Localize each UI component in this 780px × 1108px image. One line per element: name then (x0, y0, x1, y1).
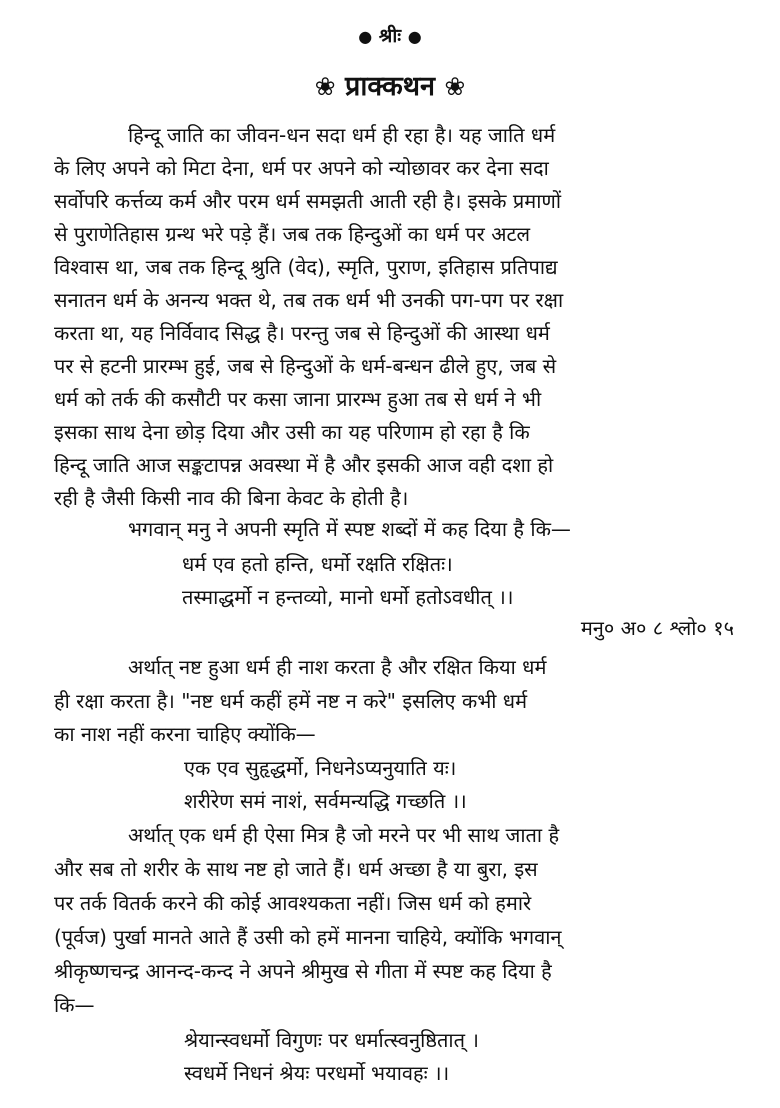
verse-line: धर्म एव हतो हन्ति, धर्मो रक्षति रक्षितः। (182, 552, 453, 576)
verse-line: एक एव सुहृद्धर्मो, निधनेऽप्यनुयाति यः। (184, 756, 457, 780)
para1-line: हिन्दू जाति आज सङ्कटापन्न अवस्था में है और इसकी आज वही दशा हो (54, 453, 554, 477)
bullet-icon: ● (358, 27, 373, 46)
para1-line: विश्वास था, जब तक हिन्दू श्रुति (वेद), स्मृति, पुराण, इतिहास प्रतिपाद्य (54, 255, 558, 279)
para2-line: अर्थात् नष्ट हुआ धर्म ही नाश करता है और रक्षित किया धर्म (128, 655, 547, 679)
page-header (0, 22, 780, 48)
manu-intro: भगवान् मनु ने अपनी स्मृति में स्पष्ट शब्दों में कह दिया है कि— (128, 517, 571, 541)
para1-line: के लिए अपने को मिटा देना, धर्म पर अपने को न्योछावर कर देना सदा (54, 156, 549, 180)
para1-line: करता था, यह निर्विवाद सिद्ध है। परन्तु जब से हिन्दुओं की आस्था धर्म (54, 321, 550, 345)
shri-invocation: श्रीः (378, 25, 402, 47)
para3-line: कि— (54, 993, 95, 1017)
para1-line: पर से हटनी प्रारम्भ हुई, जब से हिन्दुओं के धर्म-बन्धन ढीले हुए, जब से (54, 354, 557, 378)
para1-line: धर्म को तर्क की कसौटी पर कसा जाना प्रारम्भ हुआ तब से धर्म ने भी (54, 387, 542, 411)
verse-line: श्रेयान्स्वधर्मो विगुणः पर धर्मात्स्वनुष्ठितात् । (184, 1028, 479, 1052)
para3-line: अर्थात् एक धर्म ही ऐसा मित्र है जो मरने पर भी साथ जाता है (128, 823, 560, 847)
para1-line: हिन्दू जाति का जीवन-धन सदा धर्म ही रहा है। यह जाति धर्म (128, 123, 556, 147)
para3-line: (पूर्वज) पुर्खा मानते आते हैं उसी को हमें मानना चाहिये, क्योंकि भगवान् (54, 925, 562, 949)
para1-line: रही है जैसी किसी नाव की बिना केवट के होती है। (54, 486, 409, 510)
para2-line: ही रक्षा करता है। "नष्ट धर्म कहीं हमें नष्ट न करे" इसलिए कभी धर्म (54, 689, 528, 713)
bullet-icon: ● (407, 27, 422, 46)
para3-line: और सब तो शरीर के साथ नष्ट हो जाते हैं। धर्म अच्छा है या बुरा, इस (54, 857, 538, 881)
para1-line: से पुराणेतिहास ग्रन्थ भरे पड़े हैं। जब तक हिन्दुओं का धर्म पर अटल (54, 222, 531, 246)
verse-line: स्वधर्मे निधनं श्रेयः परधर्मो भयावहः ।। (184, 1061, 450, 1085)
title-text: प्राक्कथन (344, 71, 436, 102)
verse-line: शरीरेण समं नाशं, सर्वमन्यद्धि गच्छति ।। (184, 789, 467, 813)
verse-line: तस्माद्धर्मो न हन्तव्यो, मानो धर्मो हतोऽवधीत् ।। (182, 585, 514, 609)
para3-line: श्रीकृष्णचन्द्र आनन्द-कन्द ने अपने श्रीमुख से गीता में स्पष्ट कह दिया है (54, 959, 552, 983)
verse-reference: मनु० अ० ८ श्लो० १५ (580, 616, 734, 640)
flower-ornament-icon: ❀ (314, 72, 336, 101)
para1-line: इसका साथ देना छोड़ दिया और उसी का यह परिणाम हो रहा है कि (54, 420, 530, 444)
para3-line: पर तर्क वितर्क करने की कोई आवश्यकता नहीं। जिस धर्म को हमारे (54, 891, 532, 915)
flower-ornament-icon: ❀ (444, 72, 466, 101)
page-title (0, 66, 780, 103)
para1-line: सनातन धर्म के अनन्य भक्त थे, तब तक धर्म भी उनकी पग-पग पर रक्षा (54, 288, 564, 312)
para2-line: का नाश नहीं करना चाहिए क्योंकि— (54, 722, 316, 746)
para1-line: सर्वोपरि कर्त्तव्य कर्म और परम धर्म समझती आती रही है। इसके प्रमाणों (54, 189, 562, 213)
